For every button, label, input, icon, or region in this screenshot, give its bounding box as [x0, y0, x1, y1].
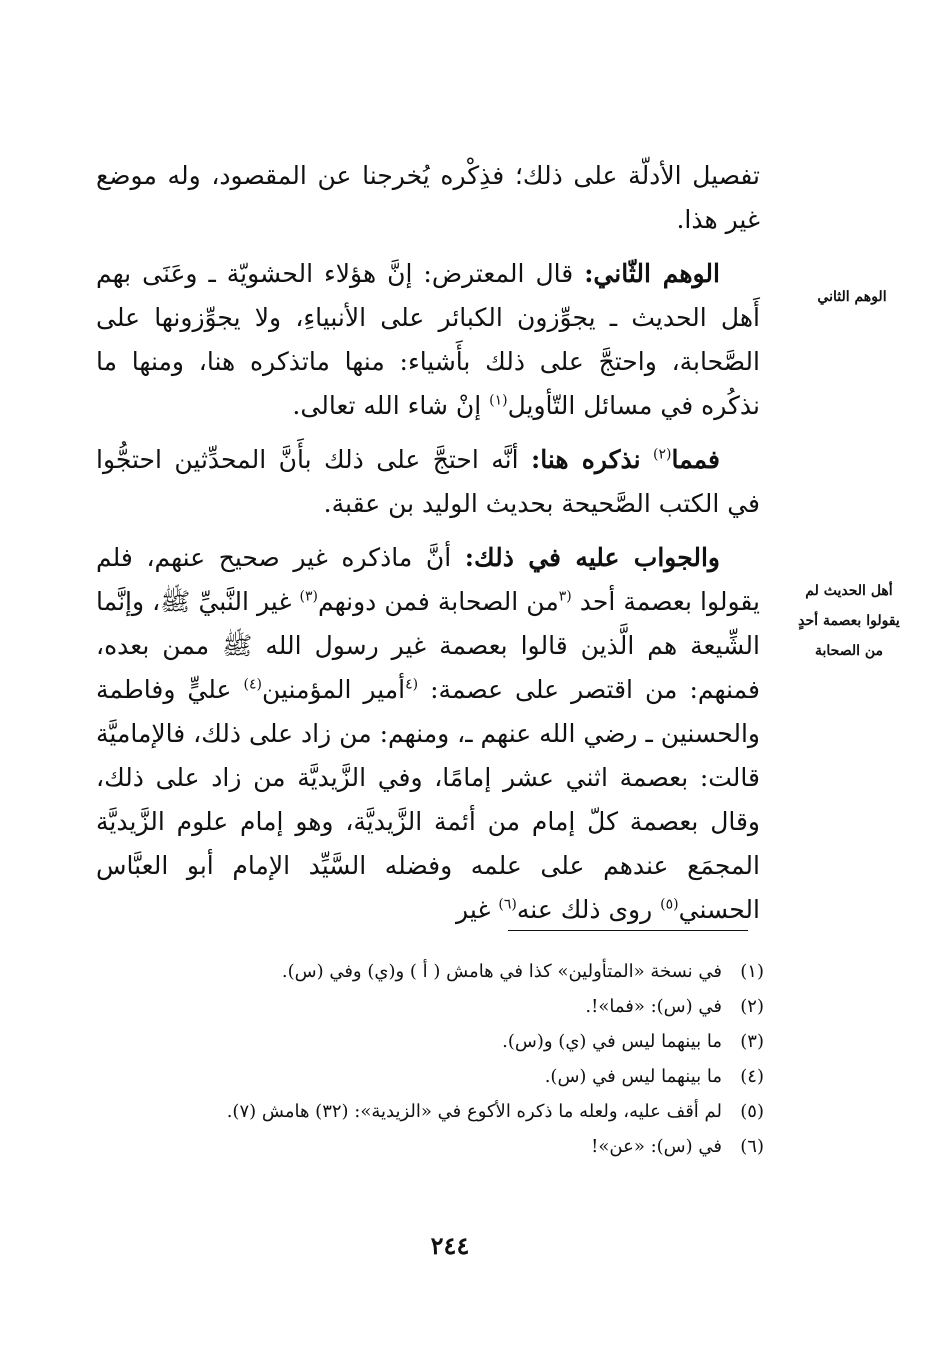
footnote-ref-4-open[interactable]: (٤: [405, 676, 419, 693]
paragraph-4-text-e: عليٍّ وفاطمة والحسنين ـ رضي الله عنهم ـ، ومنهم: من زاد على ذلك، فالإماميَّة قالت: بعصمة اثني عشر إمامًا، وفي الزَّيديَّة من زاد على ذلك، وقال بعصمة كلّ إمام من أئمة الزَّيديَّة، وهو إمام علوم الزَّيديَّة المجمَع عندهم على علمه وفضله السَّيِّد الإمام أبو العبَّاس الحسني: [96, 675, 760, 924]
margin-note-hadith-people: [770, 576, 928, 666]
main-text: [96, 154, 760, 942]
paragraph-3-heading-2: نذكره هنا:: [530, 445, 641, 474]
footnote-5: [120, 1094, 764, 1129]
paragraph-4-text-g: غير: [456, 895, 491, 924]
paragraph-3-text: أنَّه احتجَّ على ذلك بأَنَّ المحدِّثين احتجُّوا في الكتب الصَّحيحة بحديث الوليد بن عقبة.: [96, 445, 760, 518]
paragraph-4-heading: والجواب عليه في ذلك:: [464, 543, 720, 572]
footnote-1: [120, 954, 764, 989]
footnote-5-number: (٥): [740, 1101, 764, 1122]
page-number: ٢٤٤: [430, 1231, 470, 1260]
margin-note-second-illusion: [808, 282, 896, 312]
footnote-ref-4-close[interactable]: (٤): [243, 676, 262, 693]
footnotes: [120, 954, 764, 1164]
footnote-ref-1[interactable]: (١): [489, 392, 508, 409]
footnote-2-text: في (س): «فما»!.: [585, 996, 722, 1017]
paragraph-2-text-b: إنْ شاء الله تعالى.: [292, 391, 482, 420]
paragraph-3: [96, 438, 760, 526]
paragraph-2: [96, 252, 760, 428]
paragraph-3-heading: فمما: [671, 445, 720, 474]
footnote-2-number: (٢): [740, 996, 764, 1017]
paragraph-4-text-c: غير النَّبيِّ ﷺ، وإنَّما الشِّيعة هم الَّذين قالوا بعصمة غير رسول الله ﷺ ممن بعده، فمنهم: من اقتصر على عصمة:: [96, 587, 760, 704]
paragraph-4-text-f: روى ذلك عنه: [516, 895, 653, 924]
paragraph-4-text-d: أمير المؤمنين: [261, 675, 406, 704]
footnote-6: [120, 1129, 764, 1164]
footnote-4-number: (٤): [740, 1066, 764, 1087]
footnote-1-text: في نسخة «المتأولين» كذا في هامش ( أ ) و(ي) وفي (س).: [281, 961, 722, 982]
footnote-3-text: ما بينهما ليس في (ي) و(س).: [502, 1031, 722, 1052]
paragraph-4-text-b: من الصحابة فمن دونهم: [317, 587, 559, 616]
margin-note-2-line-1: أهل الحديث لم: [805, 583, 893, 599]
footnote-4: [120, 1059, 764, 1094]
footnote-4-text: ما بينهما ليس في (س).: [544, 1066, 722, 1087]
margin-note-2-line-3: من الصحابة: [814, 643, 884, 659]
footnote-6-text: في (س): «عن»!: [591, 1136, 722, 1157]
footnote-ref-3-close[interactable]: (٣): [299, 588, 318, 605]
footnote-1-number: (١): [740, 961, 764, 982]
footnote-ref-6[interactable]: (٦): [498, 896, 517, 913]
paragraph-4: [96, 536, 760, 932]
footnote-separator: [508, 930, 748, 931]
paragraph-4-text-a: أنَّ ماذكره غير صحيح عنهم، فلم يقولوا بعصمة أحد: [96, 543, 761, 616]
footnote-3: [120, 1024, 764, 1059]
margin-note-1-text: الوهم الثاني: [817, 289, 887, 305]
footnote-ref-5[interactable]: (٥): [660, 896, 679, 913]
paragraph-1: [96, 154, 760, 242]
paragraph-2-text-a: قال المعترض: إنَّ هؤلاء الحشويّة ـ وعَنَى بهم أَهل الحديث ـ يجوِّزون الكبائر على الأنبياءِ، ولا يجوِّزونها على الصَّحابة، واحتجَّ على ذلك بأَشياء: منها ماتذكره هنا، ومنها ما نذكُره في مسائل التّأويل: [96, 259, 761, 420]
margin-note-2-line-2: يقولوا بعصمة أحدٍ: [798, 613, 900, 629]
footnote-ref-3-open[interactable]: (٣: [558, 588, 572, 605]
footnote-ref-2[interactable]: (٢): [653, 446, 672, 463]
paragraph-2-heading: الوهم الثّاني:: [584, 259, 720, 288]
footnote-2: [120, 989, 764, 1024]
footnote-5-text: لم أقف عليه، ولعله ما ذكره الأكوع في «الزيدية»: (٣٢) هامش (٧).: [226, 1101, 722, 1122]
footnote-3-number: (٣): [740, 1031, 764, 1052]
paragraph-1-text: تفصيل الأدلّة على ذلك؛ فذِكْره يُخرجنا عن المقصود، وله موضع غير هذا.: [96, 161, 760, 234]
footnote-6-number: (٦): [740, 1136, 764, 1157]
